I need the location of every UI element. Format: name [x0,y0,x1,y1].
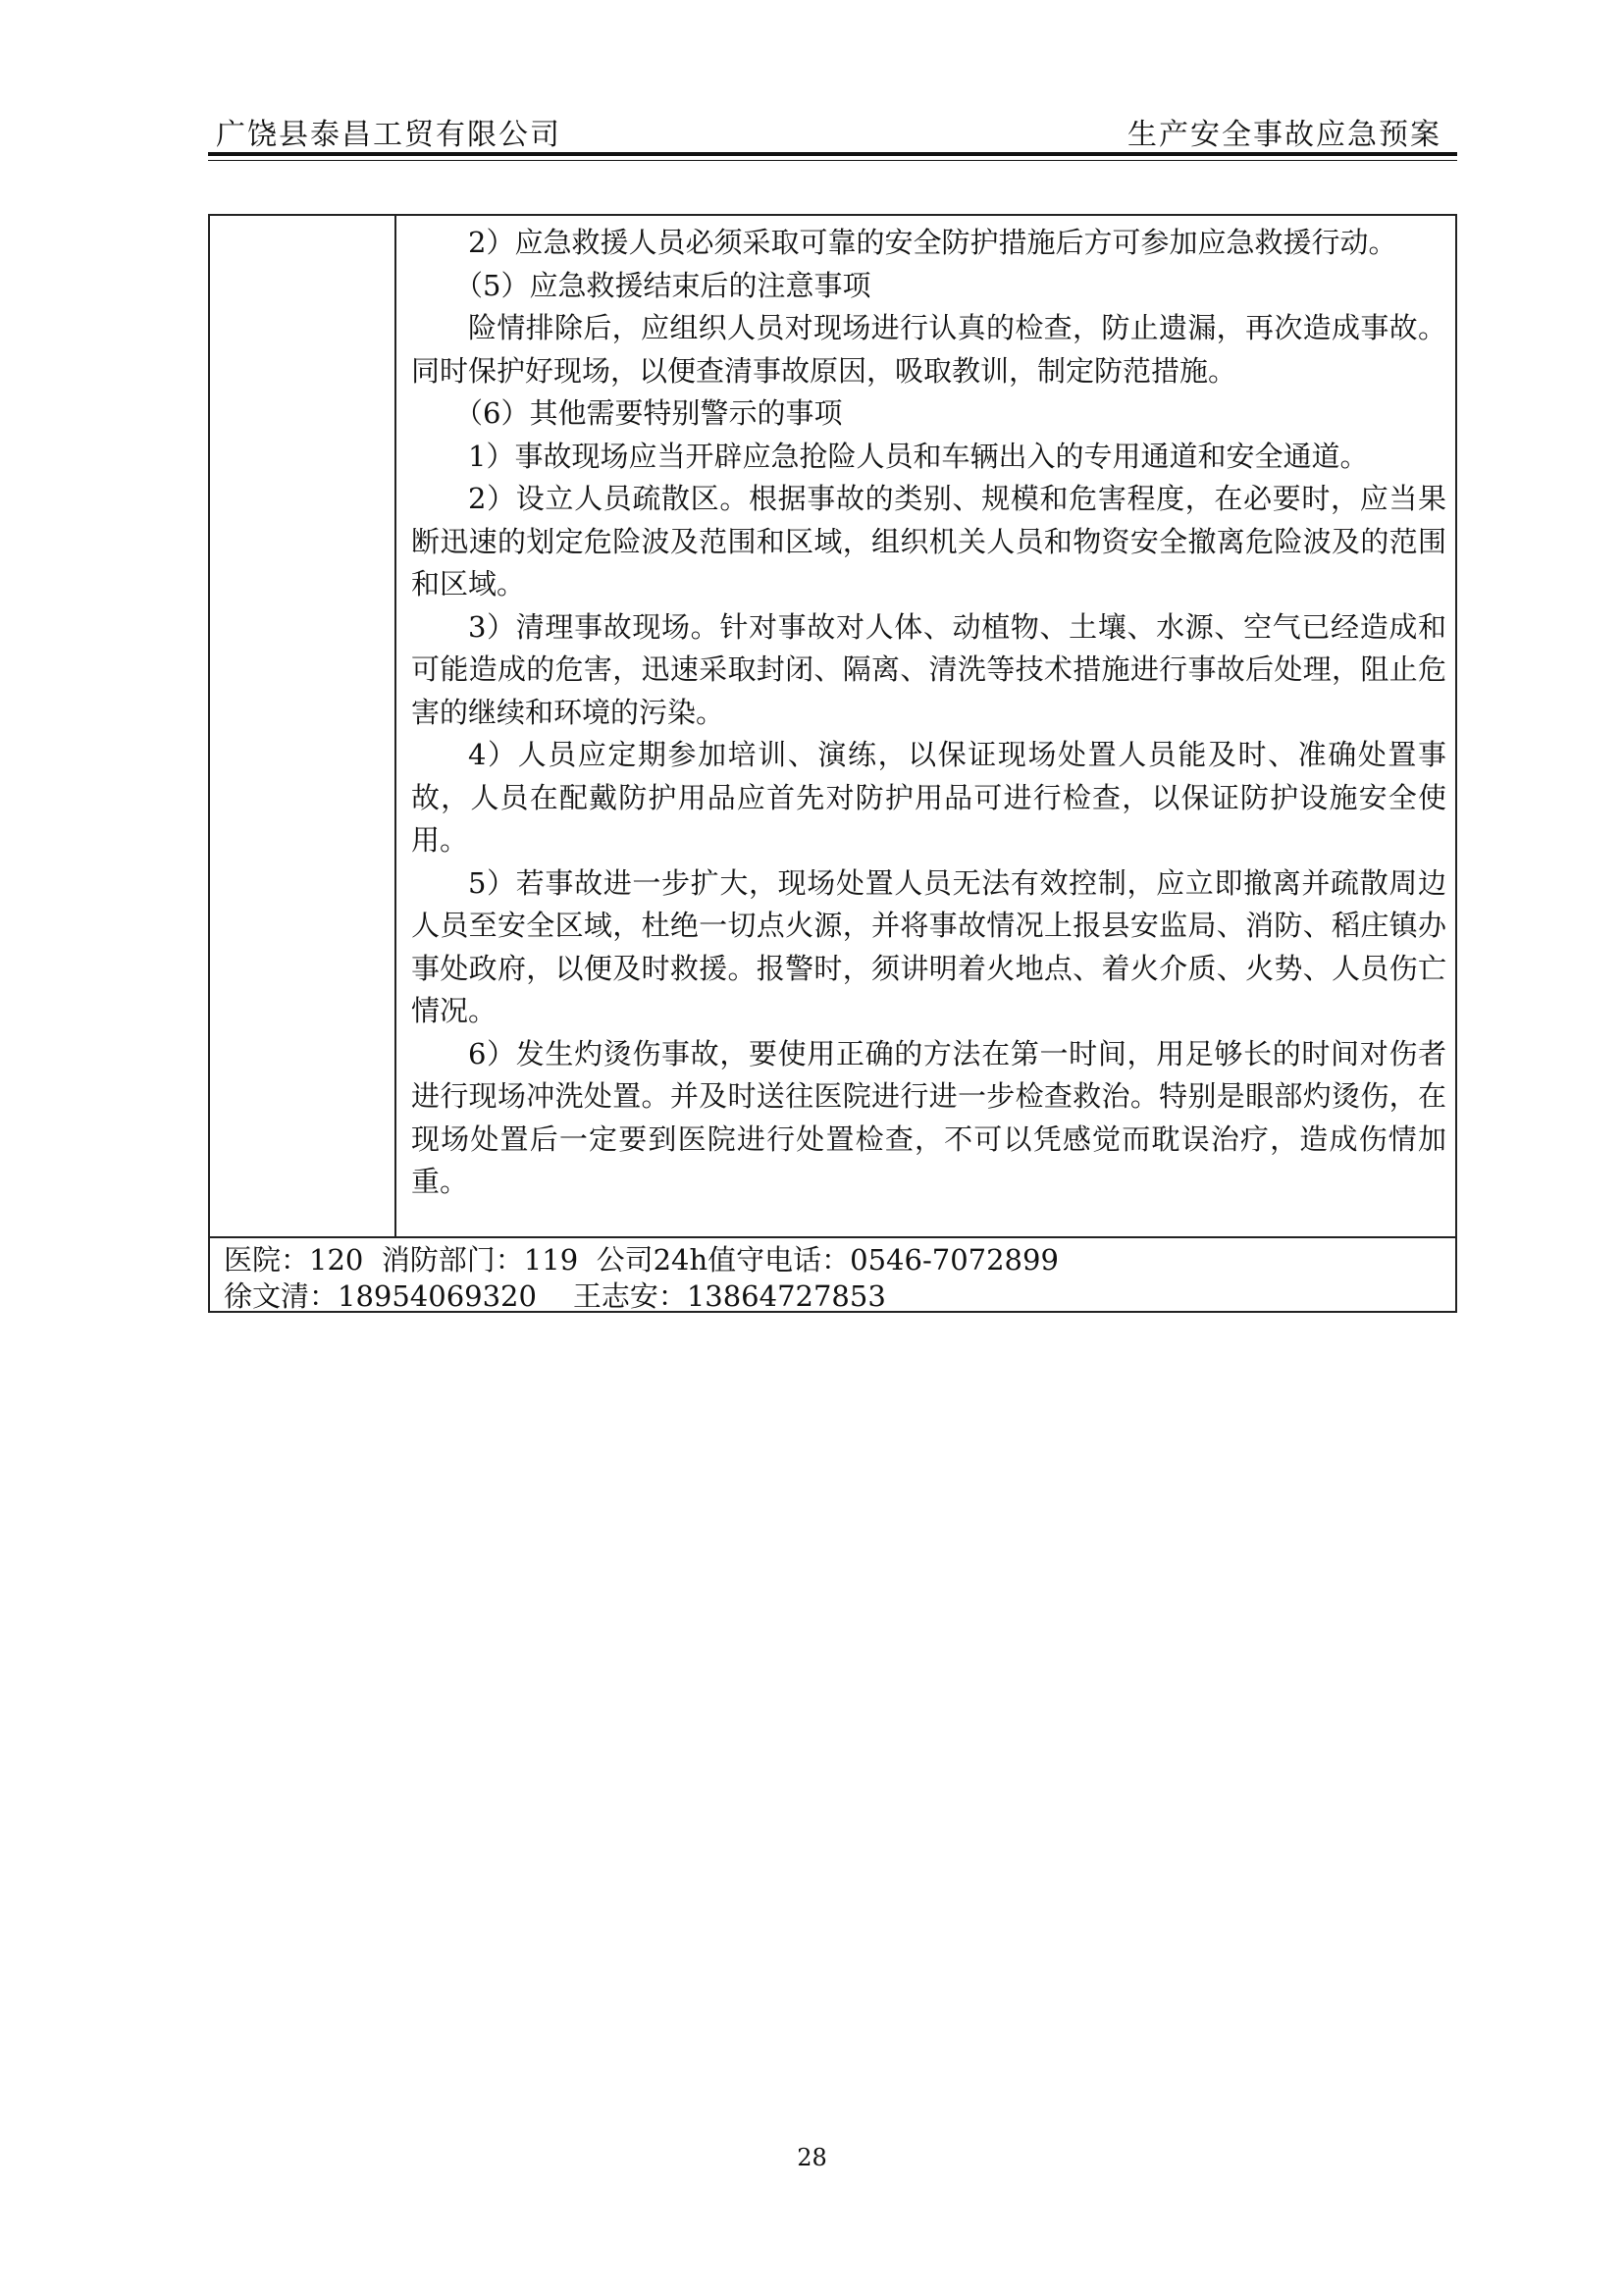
paragraph-warning-4: 4）人员应定期参加培训、演练，以保证现场处置人员能及时、准确处置事故，人员在配戴防护用品应首先对防护用品可进行检查，以保证防护设施安全使用。 [411,738,1446,857]
table-content-cell [411,222,1446,1204]
table-column-divider [394,216,396,1236]
paragraph-warning-5: 5）若事故进一步扩大，现场处置人员无法有效控制，应立即撤离并疏散周边人员至安全区域，杜绝一切点火源，并将事故情况上报县安监局、消防、稻庄镇办事处政府，以便及时救援。报警时，须讲明着火地点、着火介质、火势、人员伤亡情况。 [411,865,1446,1027]
paragraph-after-rescue: 险情排除后，应组织人员对现场进行认真的检查，防止遗漏，再次造成事故。同时保护好现场，以便查清事故原因，吸取教训，制定防范措施。 [411,311,1446,388]
paragraph-warning-2: 2）设立人员疏散区。根据事故的类别、规模和危害程度，在必要时，应当果断迅速的划定危险波及范围和区域，组织机关人员和物资安全撤离危险波及的范围和区域。 [411,482,1446,600]
contacts-person-line: 徐文清：18954069320 王志安：13864727853 [224,1279,886,1313]
paragraph-warning-6: 6）发生灼烫伤事故，要使用正确的方法在第一时间，用足够长的时间对伤者进行现场冲洗处置。并及时送往医院进行进一步检查救治。特别是眼部灼烫伤，在现场处置后一定要到医院进行处置检查，不可以凭感觉而耽误治疗，造成伤情加重。 [411,1036,1446,1198]
content-table [208,214,1457,1313]
heading-after-rescue: （5）应急救援结束后的注意事项 [454,268,871,302]
heading-special-warnings: （6）其他需要特别警示的事项 [454,396,843,430]
header-rule-thick [208,152,1457,156]
company-name: 广饶县泰昌工贸有限公司 [216,118,561,152]
page-header [208,110,1457,152]
contacts-emergency-line: 医院：120 消防部门：119 公司24h值守电话：0546-7072899 [224,1243,1059,1277]
table-row-divider [210,1236,1455,1238]
page-number: 28 [797,2144,827,2171]
header-rule-thin [208,160,1457,161]
document-title: 生产安全事故应急预案 [1127,118,1441,152]
paragraph-warning-1: 1）事故现场应当开辟应急抢险人员和车辆出入的专用通道和安全通道。 [468,439,1369,473]
paragraph-rescue-protection: 2）应急救援人员必须采取可靠的安全防护措施后方可参加应急救援行动。 [468,226,1397,259]
contacts-cell [224,1242,1059,1315]
paragraph-warning-3: 3）清理事故现场。针对事故对人体、动植物、土壤、水源、空气已经造成和可能造成的危害，迅速采取封闭、隔离、清洗等技术措施进行事故后处理，阻止危害的继续和环境的污染。 [411,609,1446,729]
